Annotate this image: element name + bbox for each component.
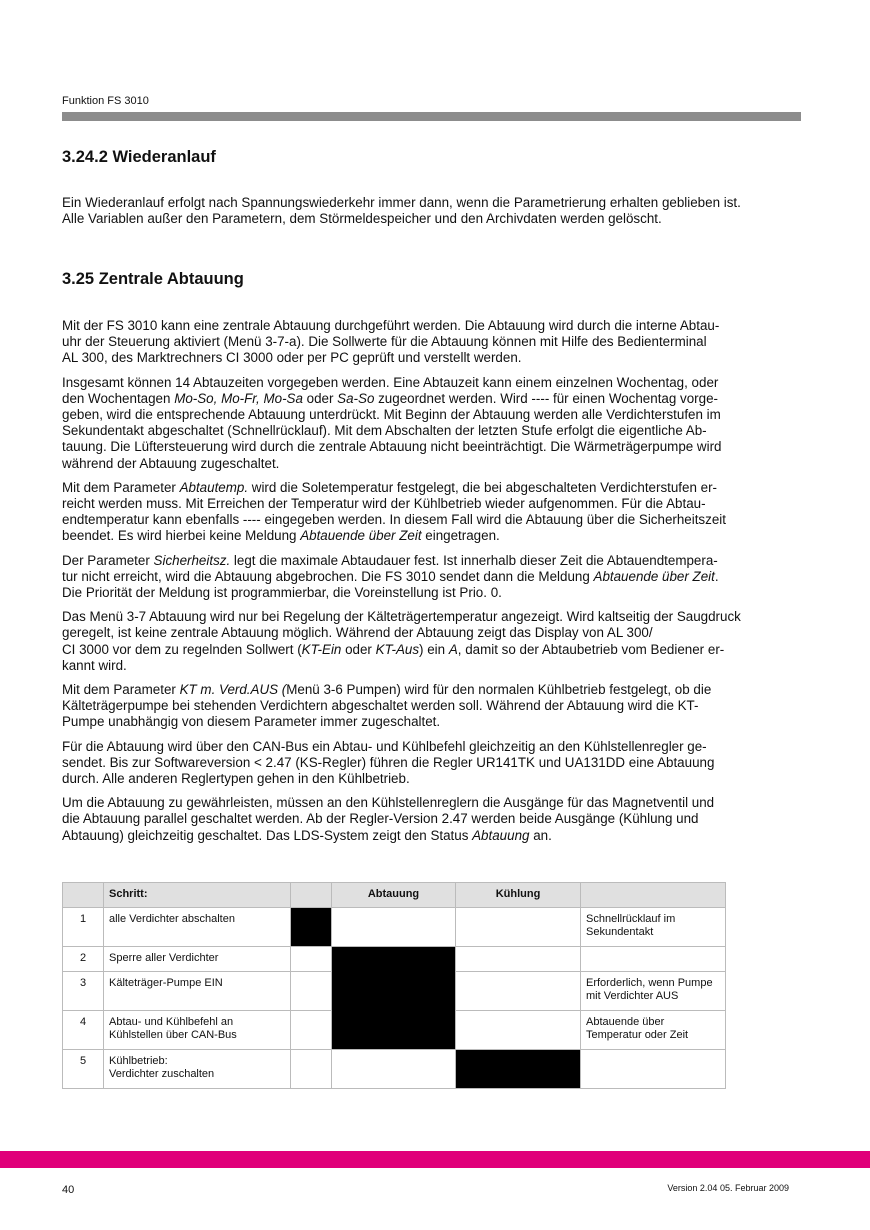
emphasized-text: Abtauung (472, 827, 530, 843)
text-line (62, 811, 822, 827)
text: AL 300, des Marktrechners CI 3000 oder per PC geprüft und verstellt werden. (62, 350, 522, 366)
emphasized-text: Sicherheitsz. (153, 552, 231, 568)
cell-text: Schnellrücklauf im (586, 913, 676, 925)
defrost-steps-table (62, 882, 726, 1089)
text-line (62, 334, 822, 350)
step-description (104, 947, 291, 972)
step-number: 4 (63, 1011, 104, 1050)
text: Kälteträgerpumpe bei stehenden Verdichtern abgeschaltet werden soll. Während der Abtauung wird die KT- (62, 698, 699, 714)
header-cell (291, 883, 332, 908)
empty-cell (456, 972, 581, 1011)
text: Mit dem Parameter (62, 682, 180, 698)
text: beendet. Es wird hierbei keine Meldung (62, 528, 301, 544)
text: Mit der FS 3010 kann eine zentrale Abtauung durchgeführt werden. Die Abtauung wird durch die interne Abtau- (62, 318, 720, 333)
empty-cell (456, 908, 581, 947)
step-description (104, 1011, 291, 1050)
cell-text: Abtau- und Kühlbefehl an (109, 1016, 234, 1028)
text: Abtauung) gleichzeitig geschaltet. Das LDS-System zeigt den Status (62, 827, 473, 843)
step-description (104, 908, 291, 947)
text-line (62, 739, 822, 755)
emphasized-text: KT-Aus (375, 641, 420, 657)
text-line (62, 512, 822, 528)
text: tauung. Die Lüftersteuerung wird durch die zentrale Abtauung nicht beeinträchtigt. Die Wärmeträgerpumpe wird (62, 439, 722, 455)
footer-accent-bar (0, 1151, 870, 1168)
text-line (62, 195, 822, 211)
cell-text: Kühlbetrieb: (109, 1055, 168, 1067)
emphasized-text: Abtauende über Zeit (593, 568, 715, 584)
text: Alle Variablen außer den Parametern, dem Störmeldespeicher und den Archivdaten werden gelöscht. (62, 211, 662, 227)
step-number: 1 (63, 908, 104, 947)
text: geregelt, ist keine zentrale Abtauung möglich. Während der Abtauung zeigt das Display von AL 300/ (62, 625, 653, 641)
section-body-zentrale-abtauung (62, 318, 822, 852)
text-line (62, 642, 822, 658)
table-header-row (63, 883, 726, 908)
paragraph (62, 553, 822, 602)
text-line (62, 698, 822, 714)
text: ) ein (419, 641, 449, 657)
cell-text: Abtauende über (586, 1016, 665, 1028)
text-line (62, 625, 822, 641)
paragraph (62, 195, 822, 227)
text: Mit dem Parameter (62, 479, 180, 495)
text: an. (529, 827, 552, 843)
section-body-wiederanlauf (62, 195, 822, 235)
empty-cell (291, 1011, 332, 1050)
active-cooling-cell (456, 1050, 581, 1089)
text-line (62, 528, 822, 544)
text-line (62, 480, 822, 496)
empty-cell (332, 1050, 456, 1089)
text: wird die Soletemperatur festgelegt, die bei abgeschalteten Verdichterstufen er- (248, 479, 718, 495)
text: Der Parameter (62, 552, 154, 568)
paragraph (62, 795, 822, 844)
paragraph (62, 739, 822, 788)
step-note (581, 972, 726, 1011)
text: durch. Alle anderen Reglertypen gehen in den Kühlbetrieb. (62, 771, 410, 787)
text-line (62, 375, 822, 391)
cell-text: mit Verdichter AUS (586, 990, 679, 1002)
text: Sekundentakt abgeschaltet (Schnellrücklauf). Mit dem Abschalten der letzten Stufe erfolgt die eigentliche Ab- (62, 423, 707, 439)
empty-cell (456, 947, 581, 972)
text-line (62, 682, 822, 698)
active-compressor-off-cell (291, 908, 332, 947)
text: zugeordnet werden. Wird ---- für einen Wochentag vorge- (374, 390, 718, 406)
text: Pumpe unabhängig von diesem Parameter immer zugeschaltet. (62, 714, 441, 730)
step-description (104, 1050, 291, 1089)
text-line (62, 211, 822, 227)
text: Die Priorität der Meldung ist programmierbar, die Voreinstellung ist Prio. 0. (62, 585, 502, 601)
header-cell (63, 883, 104, 908)
text-line (62, 407, 822, 423)
text: geben, wird die entsprechende Abtauung unterdrückt. Mit Beginn der Abtauung werden alle Verdichterstufen im (62, 407, 721, 423)
cell-text: alle Verdichter abschalten (109, 913, 235, 925)
empty-cell (332, 908, 456, 947)
text: legt die maximale Abtaudauer fest. Ist innerhalb dieser Zeit die Abtauendtempera- (230, 552, 718, 568)
emphasized-text: Abtautemp. (179, 479, 249, 495)
text-line (62, 496, 822, 512)
empty-cell (291, 1050, 332, 1089)
cell-text: Kühlstellen über CAN-Bus (109, 1029, 237, 1041)
text: oder (302, 390, 338, 406)
text-line (62, 569, 822, 585)
section-heading-wiederanlauf: 3.24.2 Wiederanlauf (62, 148, 216, 166)
text: Insgesamt können 14 Abtauzeiten vorgegeben werden. Eine Abtauzeit kann einem einzelnen Wochentag, oder (62, 374, 719, 390)
text-line (62, 771, 822, 787)
cell-text: Erforderlich, wenn Pumpe (586, 977, 713, 989)
text: reicht werden muss. Mit Erreichen der Temperatur wird der Kühlbetrieb wieder aufgenommen. Für die Abtau- (62, 496, 706, 512)
text: Für die Abtauung wird über den CAN-Bus ein Abtau- und Kühlbefehl gleichzeitig an den Kühlstellenregler ge- (62, 738, 707, 754)
step-number: 3 (63, 972, 104, 1011)
emphasized-text: Mo-So, Mo-Fr, Mo-Sa (174, 390, 303, 406)
empty-cell (456, 1011, 581, 1050)
table-row (63, 947, 726, 972)
table-row (63, 908, 726, 947)
version-date: Version 2.04 05. Februar 2009 (667, 1183, 789, 1193)
text-line (62, 714, 822, 730)
paragraph (62, 609, 822, 674)
text-line (62, 553, 822, 569)
step-note (581, 1050, 726, 1089)
table-row (63, 1050, 726, 1089)
header-cell-abtauung: Abtauung (332, 883, 456, 908)
text-line (62, 350, 822, 366)
text-line (62, 439, 822, 455)
cell-text: Sperre aller Verdichter (109, 952, 219, 964)
text: sendet. Bis zur Softwareversion < 2.47 (KS-Regler) führen die Regler UR141TK und UA131DD eine Abtauung (62, 754, 715, 770)
text-line (62, 456, 822, 472)
header-cell-step: Schritt: (104, 883, 291, 908)
step-number: 5 (63, 1050, 104, 1089)
text: Das Menü 3-7 Abtauung wird nur bei Regelung der Kälteträgertemperatur angezeigt. Wird kaltseitig der Saugdruck (62, 609, 741, 625)
empty-cell (291, 972, 332, 1011)
text: tur nicht erreicht, wird die Abtauung abgebrochen. Die FS 3010 sendet dann die Meldung (62, 568, 594, 584)
paragraph (62, 480, 822, 545)
emphasized-text: Abtauende über Zeit (300, 528, 422, 544)
text: kannt wird. (62, 657, 127, 673)
header-divider (62, 112, 801, 121)
empty-cell (291, 947, 332, 972)
text: CI 3000 vor dem zu regelnden Sollwert ( (62, 641, 302, 657)
paragraph (62, 375, 822, 472)
step-note (581, 1011, 726, 1050)
emphasized-text: KT-Ein (301, 641, 342, 657)
cell-text: Kälteträger-Pumpe EIN (109, 977, 223, 989)
text: den Wochentagen (62, 390, 175, 406)
text-line (62, 318, 822, 334)
running-header: Funktion FS 3010 (62, 95, 149, 107)
text-line (62, 423, 822, 439)
emphasized-text: KT m. Verd.AUS ( (179, 682, 287, 698)
page-number: 40 (62, 1184, 75, 1196)
text: eingetragen. (421, 528, 500, 544)
cell-text: Sekundentakt (586, 926, 654, 938)
text-line (62, 391, 822, 407)
text: die Abtauung parallel geschaltet werden. Ab der Regler-Version 2.47 werden beide Ausgänge (Kühlung und (62, 811, 699, 827)
step-note (581, 947, 726, 972)
emphasized-text: A (448, 641, 458, 657)
text-line (62, 609, 822, 625)
section-heading-zentrale-abtauung: 3.25 Zentrale Abtauung (62, 270, 244, 288)
header-cell (581, 883, 726, 908)
text-line (62, 585, 822, 601)
text: Ein Wiederanlauf erfolgt nach Spannungswiederkehr immer dann, wenn die Parametrierung erhalten geblieben ist. (62, 195, 741, 210)
header-cell-kuehlung: Kühlung (456, 883, 581, 908)
cell-text: Verdichter zuschalten (109, 1068, 215, 1080)
text-line (62, 795, 822, 811)
text-line (62, 658, 822, 674)
text: , damit so der Abtaubetrieb vom Bediener er- (457, 641, 725, 657)
text: . (714, 568, 719, 584)
step-number: 2 (63, 947, 104, 972)
paragraph (62, 682, 822, 731)
text: endtemperatur kann ebenfalls ---- eingegeben werden. In diesem Fall wird die Abtauung über die Sicherheitszeit (62, 512, 726, 528)
text-line (62, 755, 822, 771)
text: Menü 3-6 Pumpen) wird für den normalen Kühlbetrieb festgelegt, ob die (286, 682, 712, 698)
text-line (62, 828, 822, 844)
text: uhr der Steuerung aktiviert (Menü 3-7-a). Die Sollwerte für die Abtauung können mit Hilfe des Bedienterminal (62, 334, 707, 350)
text: oder (341, 641, 376, 657)
step-note (581, 908, 726, 947)
text: Um die Abtauung zu gewährleisten, müssen an den Kühlstellenreglern die Ausgänge für das Magnetventil und (62, 795, 715, 811)
emphasized-text: Sa-So (337, 390, 375, 406)
active-defrost-cell (332, 947, 456, 1050)
text: während der Abtauung zugeschaltet. (62, 455, 280, 471)
cell-text: Temperatur oder Zeit (586, 1029, 689, 1041)
step-description (104, 972, 291, 1011)
paragraph (62, 318, 822, 367)
